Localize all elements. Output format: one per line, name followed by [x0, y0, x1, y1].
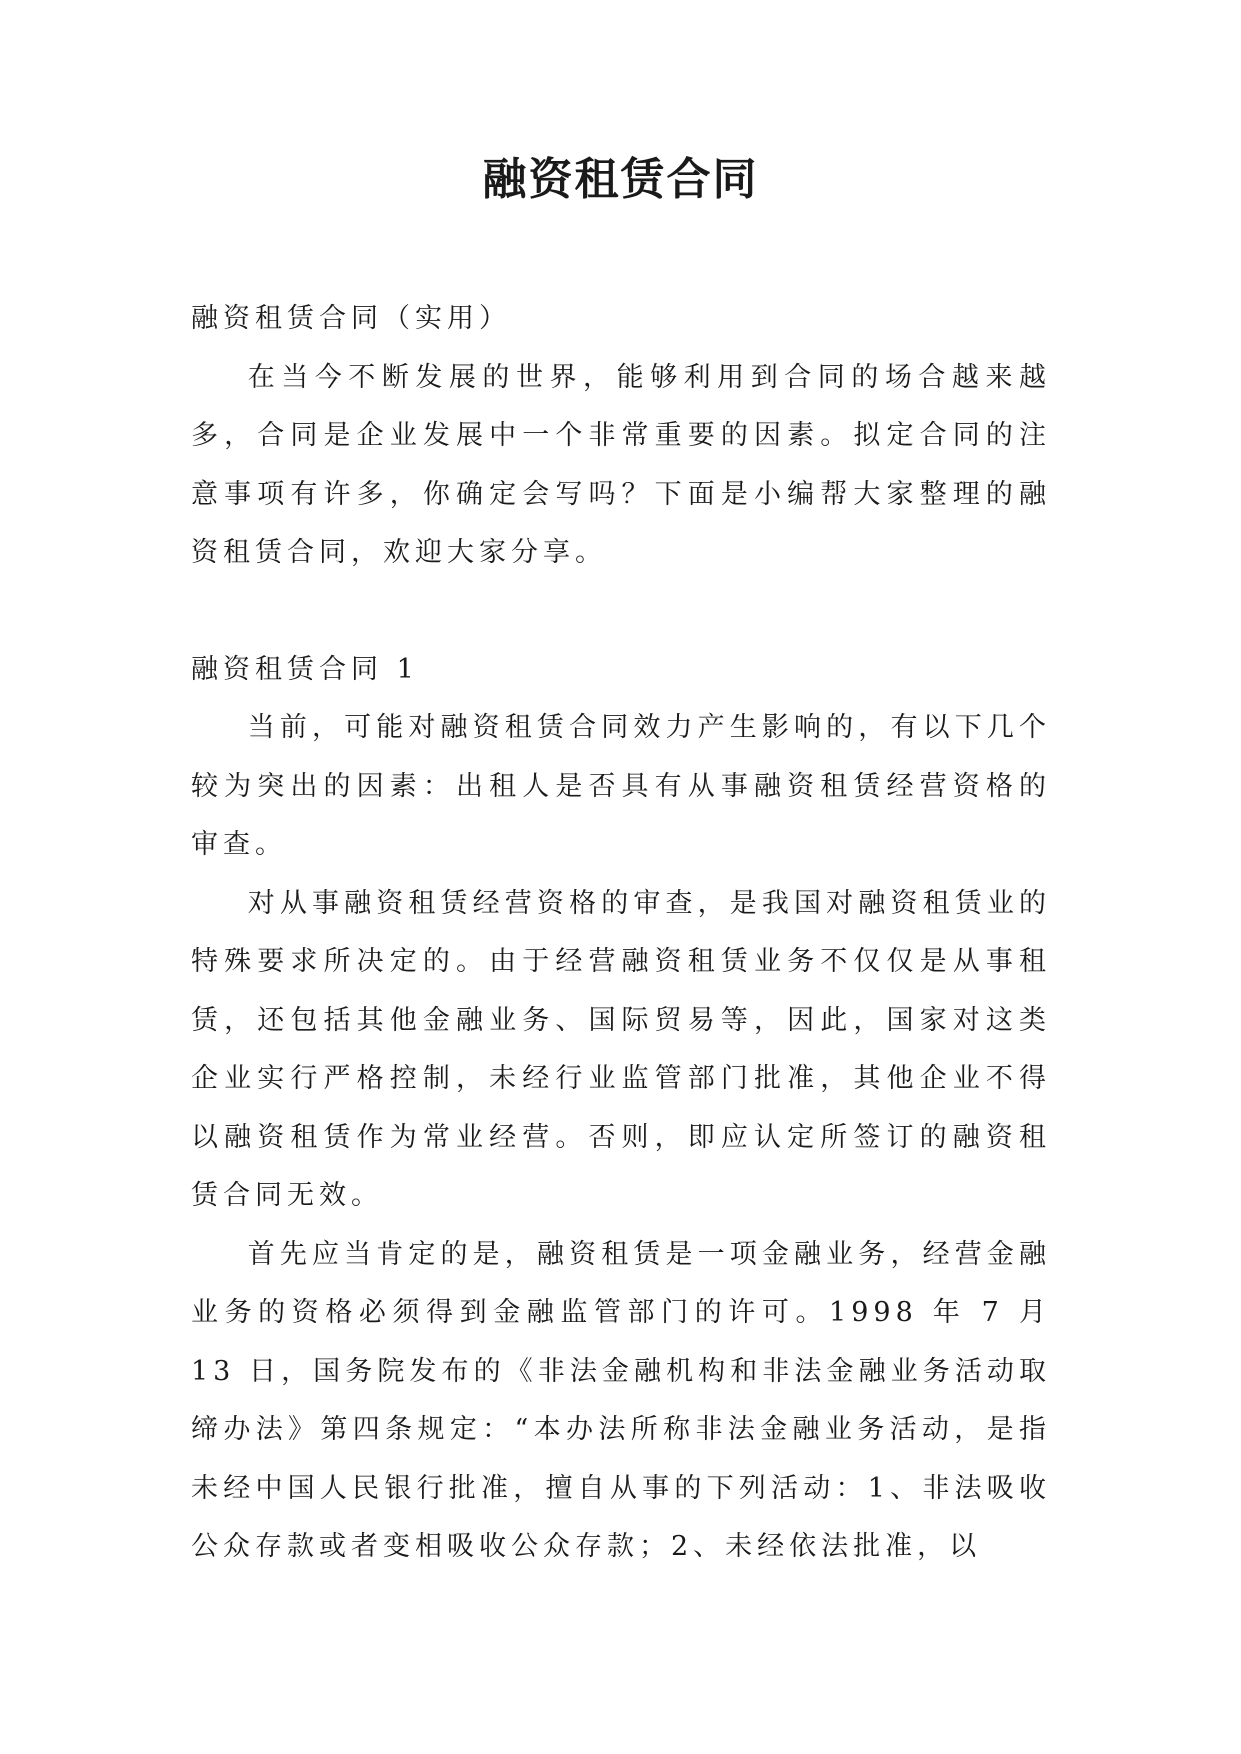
body-paragraph: 首先应当肯定的是，融资租赁是一项金融业务，经营金融业务的资格必须得到金融监管部门的许可。1998 年 7 月 13 日，国务院发布的《非法金融机构和非法金融业务活动取缔办法》第四条规定：“本办法所称非法金融业务活动，是指未经中国人民银行批准，擅自从事的下列活动：1、非法吸收公众存款或者变相吸收公众存款；2、未经依法批准，以 [191, 1238, 1051, 1562]
document-title: 融资租赁合同 [482, 154, 759, 205]
body-paragraph: 当前，可能对融资租赁合同效力产生影响的，有以下几个较为突出的因素：出租人是否具有从事融资租赁经营资格的审查。 [191, 712, 1051, 860]
document-body [191, 290, 1051, 1577]
section-spacer [191, 583, 1051, 641]
section-heading: 融资租赁合同 1 [191, 653, 419, 685]
document-subtitle: 融资租赁合同（实用） [191, 303, 511, 334]
intro-paragraph: 在当今不断发展的世界，能够利用到合同的场合越来越多，合同是企业发展中一个非常重要的因素。拟定合同的注意事项有许多，你确定会写吗？下面是小编帮大家整理的融资租赁合同，欢迎大家分享。 [191, 361, 1051, 568]
body-paragraph: 对从事融资租赁经营资格的审查，是我国对融资租赁业的特殊要求所决定的。由于经营融资租赁业务不仅仅是从事租赁，还包括其他金融业务、国际贸易等，因此，国家对这类企业实行严格控制，未经行业监管部门批准，其他企业不得以融资租赁作为常业经营。否则，即应认定所签订的融资租赁合同无效。 [191, 887, 1051, 1211]
